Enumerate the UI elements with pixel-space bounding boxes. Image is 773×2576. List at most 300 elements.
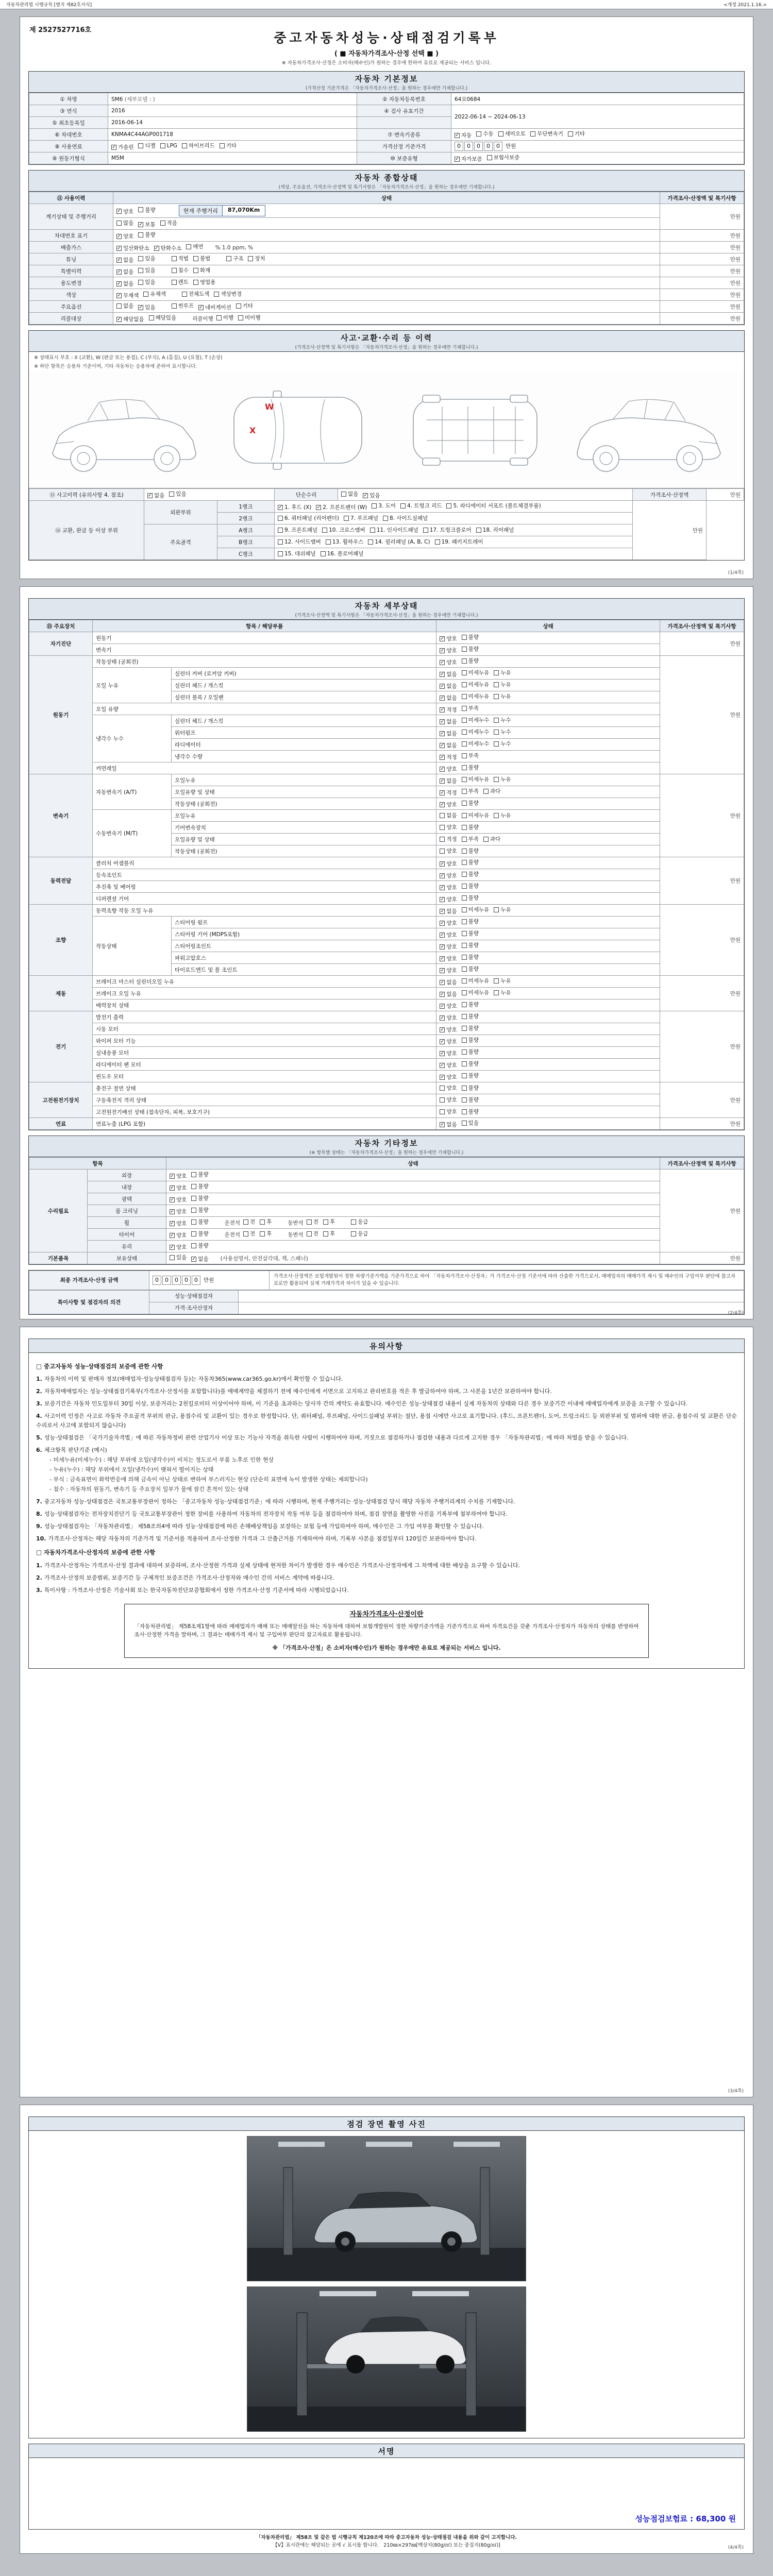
checkbox-option[interactable] xyxy=(351,1218,368,1226)
opinion-value[interactable] xyxy=(239,1302,744,1314)
checkbox-label: 후 xyxy=(329,1219,335,1225)
checkbox-option[interactable] xyxy=(191,1242,208,1249)
subitem-label: 오일유량 및 상태 xyxy=(172,786,436,798)
insurance-fee-label: 성능점검보험료 : xyxy=(635,2514,694,2523)
unchecked-box-icon xyxy=(440,1086,445,1091)
checkbox-label: 부족 xyxy=(468,836,479,843)
checkbox-label: 불량 xyxy=(468,646,479,652)
checkbox-option[interactable] xyxy=(147,492,164,499)
checkbox-label: 있음 xyxy=(369,493,380,499)
checkbox-option[interactable] xyxy=(462,740,490,748)
checkbox-label: 양호 xyxy=(446,848,457,855)
checkbox-option[interactable] xyxy=(440,943,457,951)
checkbox-label: 불량 xyxy=(468,1073,479,1079)
checkbox-option[interactable] xyxy=(462,1060,479,1067)
checkbox-option[interactable] xyxy=(462,669,490,676)
checkbox-option[interactable] xyxy=(116,302,133,310)
checkbox-option[interactable] xyxy=(494,989,511,996)
checkbox-option[interactable] xyxy=(172,266,189,274)
checkbox-option[interactable] xyxy=(260,1230,272,1238)
checkbox-label: 불량 xyxy=(198,1183,209,1190)
unchecked-box-icon xyxy=(138,280,143,285)
checkbox-option[interactable] xyxy=(494,681,511,688)
unchecked-box-icon xyxy=(483,789,489,794)
checkbox-option[interactable] xyxy=(462,692,490,700)
checkbox-option[interactable] xyxy=(440,658,457,666)
checkbox-option[interactable] xyxy=(462,775,490,783)
checkbox-label: 불량 xyxy=(468,1085,479,1092)
checkbox-option[interactable] xyxy=(462,1119,479,1127)
checkbox-option[interactable] xyxy=(278,538,321,546)
checkbox-option[interactable] xyxy=(143,290,165,298)
checkbox-option[interactable] xyxy=(278,514,339,522)
checkbox-option[interactable] xyxy=(494,728,511,736)
checkbox-option[interactable] xyxy=(138,266,155,274)
checkbox-option[interactable] xyxy=(191,1230,208,1238)
checkbox-option[interactable] xyxy=(494,716,511,724)
checkbox-option[interactable] xyxy=(440,847,457,855)
misc-section xyxy=(28,1136,745,1265)
checkbox-option[interactable] xyxy=(440,1002,457,1010)
checkbox-label: 침수 xyxy=(178,267,189,274)
checkbox-option[interactable] xyxy=(440,635,457,642)
unchecked-box-icon xyxy=(462,931,467,936)
checkbox-option[interactable] xyxy=(278,550,316,557)
checkbox-option[interactable] xyxy=(169,490,186,498)
checkbox-option[interactable] xyxy=(372,502,396,510)
checkbox-option[interactable] xyxy=(160,143,177,149)
state-cell xyxy=(166,1181,660,1193)
checkbox-option[interactable] xyxy=(494,692,511,700)
unchecked-box-icon xyxy=(278,516,283,521)
checkbox-option[interactable] xyxy=(440,1073,457,1081)
checkbox-option[interactable] xyxy=(462,752,479,759)
car-name-value: SM6 (세부모델 : ) xyxy=(108,93,357,105)
checkbox-label: 있음 xyxy=(145,279,156,285)
checkbox-option[interactable] xyxy=(462,1096,479,1104)
column-header: 상태 xyxy=(113,192,660,204)
checkbox-option[interactable] xyxy=(440,1026,457,1033)
checkbox-option[interactable] xyxy=(462,633,479,641)
checkbox-option[interactable] xyxy=(116,268,133,276)
checkbox-option[interactable] xyxy=(170,1196,187,1204)
state-cell xyxy=(436,1118,660,1130)
table-row xyxy=(29,242,744,253)
checkbox-option[interactable] xyxy=(138,221,155,228)
checkbox-option[interactable] xyxy=(483,835,500,843)
checkbox-option[interactable] xyxy=(462,894,479,902)
checkbox-label: 적법 xyxy=(178,256,189,262)
checkbox-option[interactable] xyxy=(440,706,457,714)
checkbox-option[interactable] xyxy=(440,1084,457,1092)
checkbox-option[interactable] xyxy=(462,1072,479,1079)
checkbox-option[interactable] xyxy=(116,315,144,323)
checkbox-option[interactable] xyxy=(323,1218,335,1226)
unchecked-box-icon xyxy=(149,315,154,320)
checkbox-option[interactable] xyxy=(462,1048,479,1056)
item-label: 브레이크 오일 누유 xyxy=(93,988,436,999)
price-cell: 만원 xyxy=(660,265,744,277)
checkbox-option[interactable] xyxy=(440,670,457,678)
checkbox-option[interactable] xyxy=(462,835,479,843)
notice-subtitle: □ 자동차가격조사·산정자의 보증에 관한 사항 xyxy=(36,1549,156,1556)
table-row xyxy=(29,905,744,917)
unchecked-box-icon xyxy=(138,207,143,212)
checkbox-label: 양호 xyxy=(446,873,457,879)
opinion-value[interactable] xyxy=(239,1290,744,1302)
checkbox-option[interactable] xyxy=(440,682,457,690)
checkbox-option[interactable] xyxy=(462,870,479,878)
checkbox-option[interactable] xyxy=(191,1255,208,1263)
checkbox-option[interactable] xyxy=(462,918,479,925)
row-label: 튜닝 xyxy=(29,253,113,265)
checkbox-option[interactable] xyxy=(494,740,511,748)
checkbox-option[interactable] xyxy=(440,1121,457,1128)
checkbox-option[interactable] xyxy=(236,302,253,310)
simple-repair-options xyxy=(338,489,633,501)
checkbox-option[interactable] xyxy=(278,503,311,511)
checkbox-option[interactable] xyxy=(476,130,493,138)
checked-box-icon: ✓ xyxy=(440,778,445,784)
checkbox-option[interactable] xyxy=(462,1036,479,1044)
checkbox-option[interactable] xyxy=(322,526,365,534)
checkbox-option[interactable] xyxy=(170,1231,187,1239)
checkbox-option[interactable] xyxy=(138,142,155,149)
table-row xyxy=(29,1118,744,1130)
checkbox-option[interactable] xyxy=(462,681,490,688)
unchecked-box-icon xyxy=(462,789,467,794)
checkbox-option[interactable] xyxy=(138,303,155,311)
checkbox-option[interactable] xyxy=(462,906,490,913)
signature-area[interactable] xyxy=(29,2458,744,2529)
checkbox-label: 양호 xyxy=(446,1062,457,1069)
checkbox-label: 후 xyxy=(266,1219,272,1225)
checkbox-option[interactable] xyxy=(216,314,233,321)
checkbox-option[interactable] xyxy=(462,657,479,665)
final-price-section xyxy=(28,1270,745,1315)
unchecked-box-icon xyxy=(462,907,467,912)
checkbox-option[interactable] xyxy=(116,256,133,264)
checkbox-option[interactable] xyxy=(455,131,472,139)
checkbox-option[interactable] xyxy=(494,977,511,985)
checkbox-option[interactable] xyxy=(462,965,479,973)
checked-box-icon: ✓ xyxy=(440,896,445,902)
state-cell xyxy=(436,691,660,703)
row-label: ⑭ 교환, 판금 등 이상 부위 xyxy=(29,501,144,560)
field-label: ① 차명 xyxy=(29,93,108,105)
checkbox-option[interactable] xyxy=(182,142,215,149)
checkbox-option[interactable] xyxy=(498,130,526,138)
checkbox-label: 양호 xyxy=(446,896,457,903)
checkbox-option[interactable] xyxy=(138,255,155,262)
checkbox-option[interactable] xyxy=(435,538,483,546)
price-survey-select[interactable]: ( ■ 자동차가격조사·산정 선택 ■ ) xyxy=(334,50,439,58)
checkbox-option[interactable] xyxy=(440,835,457,843)
field-label: ⑨ 원동기형식 xyxy=(29,152,108,164)
checkbox-option[interactable] xyxy=(440,777,457,785)
checkbox-option[interactable] xyxy=(170,1208,187,1215)
checkbox-option[interactable] xyxy=(462,1108,479,1115)
checkbox-option[interactable] xyxy=(440,907,457,915)
checkbox-option[interactable] xyxy=(440,801,457,808)
unchecked-box-icon xyxy=(440,837,445,842)
checkbox-option[interactable] xyxy=(149,314,177,321)
checkbox-label: 누유 xyxy=(500,670,511,676)
checkbox-option[interactable] xyxy=(238,314,260,321)
checkbox-option[interactable] xyxy=(226,255,243,262)
checkbox-option[interactable] xyxy=(462,847,479,855)
checkbox-option[interactable] xyxy=(462,645,479,653)
page-2 xyxy=(20,586,753,1319)
table-row xyxy=(29,218,744,230)
checkbox-option[interactable] xyxy=(530,130,563,138)
checkbox-option[interactable] xyxy=(344,514,378,522)
checkbox-option[interactable] xyxy=(440,931,457,939)
checkbox-option[interactable] xyxy=(440,730,457,737)
device-group-label: 연료 xyxy=(29,1118,93,1130)
checked-box-icon: ✓ xyxy=(316,504,321,510)
checked-box-icon: ✓ xyxy=(455,156,459,162)
checked-box-icon: ✓ xyxy=(440,1027,445,1032)
checkbox-option[interactable] xyxy=(440,978,457,986)
checkbox-label: 양호 xyxy=(446,920,457,926)
checkbox-option[interactable] xyxy=(462,764,479,771)
checkbox-option[interactable] xyxy=(440,1096,457,1104)
checkbox-label: 화재 xyxy=(199,267,211,274)
checkbox-option[interactable] xyxy=(440,955,457,962)
checkbox-label: 없음 xyxy=(348,491,359,497)
checkbox-option[interactable] xyxy=(440,884,457,891)
checkbox-option[interactable] xyxy=(170,1184,187,1192)
checkbox-option[interactable] xyxy=(172,278,189,286)
warranty-options xyxy=(451,152,744,164)
checkbox-option[interactable] xyxy=(191,1218,208,1226)
checkbox-option[interactable] xyxy=(462,787,479,795)
checkbox-option[interactable] xyxy=(446,502,541,510)
checkbox-option[interactable] xyxy=(323,1230,335,1238)
checkbox-option[interactable] xyxy=(170,1172,187,1180)
unchecked-box-icon xyxy=(260,1231,265,1236)
checkbox-option[interactable] xyxy=(462,1024,479,1032)
checkbox-option[interactable] xyxy=(191,1194,208,1202)
checkbox-option[interactable] xyxy=(440,1038,457,1045)
checkbox-option[interactable] xyxy=(116,232,133,240)
checkbox-option[interactable] xyxy=(307,1230,318,1238)
checkbox-option[interactable] xyxy=(440,718,457,725)
checkbox-option[interactable] xyxy=(182,290,210,298)
checkbox-option[interactable] xyxy=(116,208,133,215)
checkbox-option[interactable] xyxy=(170,1219,187,1227)
notice-subtitle: □ 중고자동차 성능·상태점검의 보증에 관한 사항 xyxy=(36,1362,163,1370)
checkbox-option[interactable] xyxy=(568,130,585,138)
checkbox-option[interactable] xyxy=(440,694,457,702)
checkbox-option[interactable] xyxy=(440,753,457,761)
checkbox-label: 전 xyxy=(250,1219,256,1225)
checkbox-option[interactable] xyxy=(483,787,500,795)
basic-items-group-label: 기본품목 xyxy=(29,1252,88,1264)
checkbox-label: 17. 트렁크플로어 xyxy=(429,527,472,534)
checkbox-option[interactable] xyxy=(172,255,189,262)
checkbox-option[interactable] xyxy=(462,929,479,937)
checkbox-option[interactable] xyxy=(440,990,457,998)
checkbox-option[interactable] xyxy=(111,143,133,151)
checkbox-option[interactable] xyxy=(440,1061,457,1069)
checkbox-option[interactable] xyxy=(220,142,237,149)
unchecked-box-icon xyxy=(462,706,467,711)
checkbox-option[interactable] xyxy=(462,977,490,985)
checkbox-option[interactable] xyxy=(172,302,194,310)
checkbox-option[interactable] xyxy=(363,492,380,499)
subitem-label: 타이로드엔드 및 볼 조인트 xyxy=(172,964,436,976)
checkbox-option[interactable] xyxy=(462,823,479,831)
checked-box-icon: ✓ xyxy=(440,731,445,736)
comprehensive-table xyxy=(29,192,744,325)
checkbox-option[interactable] xyxy=(307,1218,318,1226)
checkbox-option[interactable] xyxy=(462,799,479,807)
checkbox-option[interactable] xyxy=(440,895,457,903)
checkbox-option[interactable] xyxy=(440,1014,457,1022)
row-label: 리콜대상 xyxy=(29,313,113,325)
checkbox-option[interactable] xyxy=(160,219,177,227)
unchecked-box-icon xyxy=(462,694,467,699)
checkbox-option[interactable] xyxy=(440,647,457,654)
checkbox-option[interactable] xyxy=(487,154,520,161)
checkbox-option[interactable] xyxy=(321,550,364,557)
checkbox-option[interactable] xyxy=(462,953,479,961)
checkbox-option[interactable] xyxy=(462,941,479,949)
unchecked-box-icon xyxy=(440,849,445,854)
checkbox-option[interactable] xyxy=(494,906,511,913)
unchecked-box-icon xyxy=(278,539,283,545)
checkbox-label: 전 xyxy=(250,1231,256,1237)
unchecked-box-icon xyxy=(341,492,346,497)
checkbox-option[interactable] xyxy=(440,1108,457,1115)
price-digit-box: 0 xyxy=(494,142,502,151)
checkbox-option[interactable] xyxy=(191,1171,208,1178)
checkbox-option[interactable] xyxy=(198,303,231,311)
checkbox-option[interactable] xyxy=(440,1049,457,1057)
checkbox-option[interactable] xyxy=(116,219,133,227)
checkbox-option[interactable] xyxy=(116,292,139,299)
checkbox-option[interactable] xyxy=(423,526,472,534)
checkbox-option[interactable] xyxy=(462,989,490,996)
checkbox-label: 9. 프론트패널 xyxy=(284,527,318,534)
checkbox-option[interactable] xyxy=(326,538,364,546)
checkbox-option[interactable] xyxy=(494,775,511,783)
checkbox-option[interactable] xyxy=(455,155,482,163)
inspection-period-value: 2022-06-14 ~ 2024-06-13 xyxy=(451,105,744,129)
checkbox-option[interactable] xyxy=(193,255,210,262)
checkbox-option[interactable] xyxy=(351,1230,368,1238)
checkbox-option[interactable] xyxy=(368,538,430,546)
checkbox-option[interactable] xyxy=(214,290,242,298)
state-cell xyxy=(436,857,660,869)
state-cell xyxy=(113,218,660,230)
checkbox-option[interactable] xyxy=(116,244,149,252)
price-cell: 만원 xyxy=(660,1082,744,1118)
unchecked-box-icon xyxy=(487,155,492,160)
checkbox-option[interactable] xyxy=(243,1218,255,1226)
checkbox-option[interactable] xyxy=(462,716,490,724)
checkbox-option[interactable] xyxy=(440,811,457,819)
checkbox-option[interactable] xyxy=(191,1182,208,1190)
checkbox-option[interactable] xyxy=(170,1253,187,1261)
checkbox-option[interactable] xyxy=(138,206,155,214)
unchecked-box-icon xyxy=(186,244,191,249)
checkbox-option[interactable] xyxy=(440,872,457,879)
checkbox-option[interactable] xyxy=(243,1230,255,1238)
checkbox-option[interactable] xyxy=(440,860,457,868)
checkbox-option[interactable] xyxy=(400,502,442,510)
checkbox-label: 양호 xyxy=(123,208,134,215)
insurance-fee xyxy=(635,2513,736,2524)
checkbox-option[interactable] xyxy=(138,278,155,286)
checkbox-option[interactable] xyxy=(476,526,514,534)
checkbox-option[interactable] xyxy=(341,490,358,498)
field-label: ③ 연식 xyxy=(29,105,108,117)
checkbox-option[interactable] xyxy=(440,765,457,773)
checkbox-option[interactable] xyxy=(370,526,418,534)
checkbox-option[interactable] xyxy=(462,882,479,890)
checkbox-option[interactable] xyxy=(440,919,457,927)
checkbox-option[interactable] xyxy=(462,728,490,736)
unchecked-box-icon xyxy=(462,1109,467,1114)
checkbox-option[interactable] xyxy=(278,526,317,534)
basic-info-section xyxy=(28,71,745,165)
checkbox-option[interactable] xyxy=(248,255,265,262)
checkbox-option[interactable] xyxy=(383,514,428,522)
checkbox-option[interactable] xyxy=(440,789,457,796)
checkbox-option[interactable] xyxy=(462,811,490,819)
checkbox-option[interactable] xyxy=(440,741,457,749)
checkbox-option[interactable] xyxy=(116,280,133,287)
unchecked-box-icon xyxy=(462,978,467,984)
checkbox-option[interactable] xyxy=(440,967,457,974)
checkbox-option[interactable] xyxy=(154,244,182,252)
checkbox-label: 과다 xyxy=(490,788,501,794)
checkbox-option[interactable] xyxy=(494,811,511,819)
checkbox-option[interactable] xyxy=(191,1206,208,1214)
checkbox-label: 양호 xyxy=(446,968,457,974)
repair-mark-fender: W xyxy=(265,402,274,412)
final-price-note: 가격조사·산정액은 보험개발원이 정한 차량기준가액을 기준가격으로 하여 「자동차가격조사·산정자」가 가격조사·산정 기준서에 따라 산출한 가격으로서, 매매업자의 매매가격 제시 및 매수인의 구입여부 판단에 참고자료로만 활용되며 실제 거래가격과 차이가 있을 수 있습니다. xyxy=(270,1271,744,1290)
price-cell: 만원 xyxy=(707,489,744,501)
checkbox-option[interactable] xyxy=(462,1012,479,1020)
checkbox-label: 3. 도어 xyxy=(378,503,396,509)
checkbox-option[interactable] xyxy=(138,231,155,239)
checkbox-option[interactable] xyxy=(440,823,457,831)
checkbox-option[interactable] xyxy=(462,858,479,866)
checkbox-option[interactable] xyxy=(316,503,367,511)
checkbox-option[interactable] xyxy=(260,1218,272,1226)
state-cell xyxy=(436,1023,660,1035)
unchecked-box-icon xyxy=(462,872,467,877)
checkbox-label: 양호 xyxy=(123,233,134,240)
checkbox-option[interactable] xyxy=(462,704,479,712)
checkbox-option[interactable] xyxy=(462,1001,479,1008)
checkbox-option[interactable] xyxy=(494,669,511,676)
checkbox-option[interactable] xyxy=(193,278,215,286)
price-cell: 만원 xyxy=(660,905,744,976)
unchecked-box-icon xyxy=(191,1172,196,1177)
table-row xyxy=(29,1011,744,1023)
checkbox-option[interactable] xyxy=(170,1243,187,1251)
table-row xyxy=(29,917,744,928)
checkbox-option[interactable] xyxy=(462,1084,479,1092)
checkbox-option[interactable] xyxy=(186,243,203,250)
unchecked-box-icon xyxy=(462,1002,467,1007)
checkbox-option[interactable] xyxy=(193,266,210,274)
